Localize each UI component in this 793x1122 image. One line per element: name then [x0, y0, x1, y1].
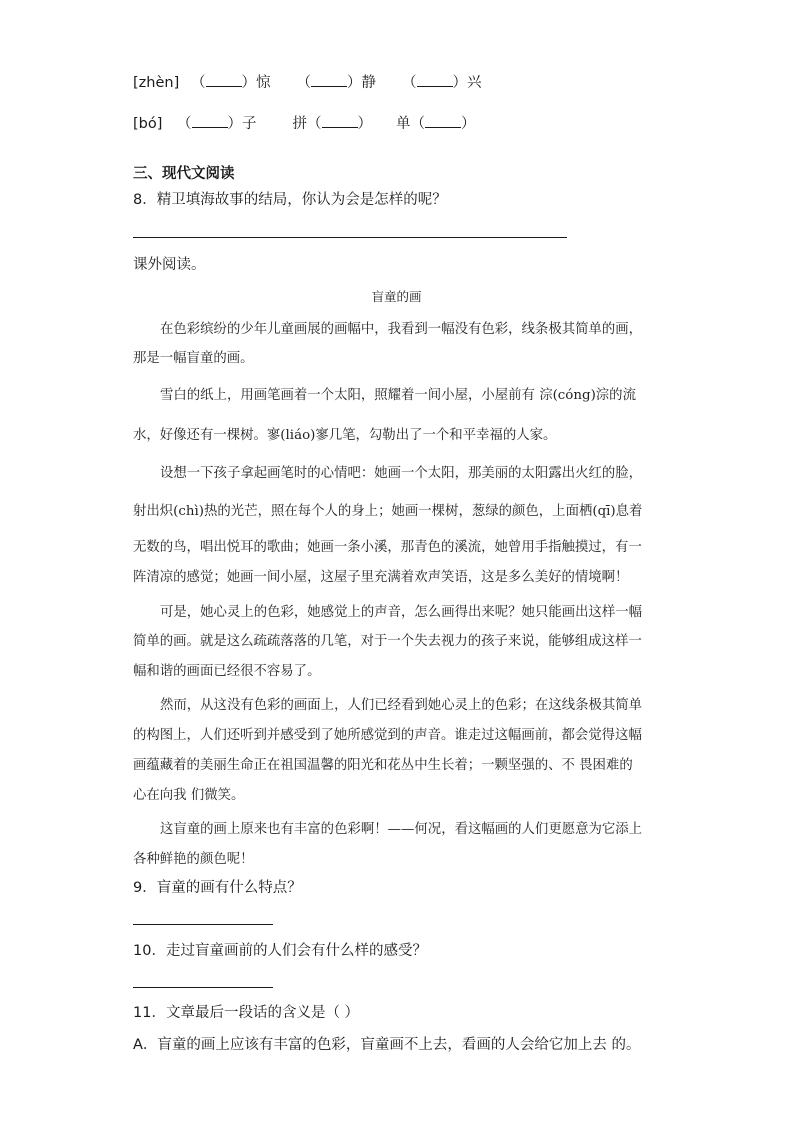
- pinyin-label: [bó]: [133, 116, 163, 132]
- passage-title: 盲童的画: [371, 289, 422, 304]
- passage-line: 各种鲜艳的颜色呢！: [133, 852, 254, 867]
- section-title: 三、现代文阅读: [133, 166, 235, 182]
- answer-line-q10[interactable]: [133, 987, 273, 988]
- answer-line-q8[interactable]: [133, 237, 567, 238]
- question-8: 8．精卫填海故事的结局，你认为会是怎样的呢？: [133, 192, 447, 208]
- question-10: 10．走过盲童画前的人们会有什么样的感受？: [133, 943, 427, 959]
- pinyin-row-zhen: [zhèn] （ ）惊 （ ）静 （ ）兴: [133, 72, 482, 93]
- pinyin-label: [zhèn]: [133, 75, 180, 91]
- passage-line: 的构图上，人们还听到并感受到了她所感觉到的声音。谁走过这幅画前，都会觉得这幅: [133, 728, 642, 743]
- passage-line: 这盲童的画上原来也有丰富的色彩啊！——何况，看这幅画的人们更愿意为它添上: [160, 822, 643, 837]
- passage-line: 在色彩缤纷的少年儿童画展的画幅中，我看到一幅没有色彩，线条极其简单的画，: [160, 322, 643, 337]
- question-11: 11．文章最后一段话的含义是（ ）: [133, 1005, 360, 1021]
- pinyin-row-bo: [bó] （ ）子 拼（ ） 单（ ）: [133, 113, 476, 134]
- passage-line: 那是一幅盲童的画。: [133, 351, 254, 366]
- passage-line: 射出炽(chì)热的光芒，照在每个人的身上；她画一棵树，葱绿的颜色，上面栖(qī)息着: [133, 504, 643, 519]
- passage-line: 阵清凉的感觉；她画一间小屋，这屋子里充满着欢声笑语，这是多么美好的情境啊！: [133, 570, 629, 585]
- passage-line: 无数的鸟，唱出悦耳的歌曲；她画一条小溪，那青色的溪流，她曾用手指触摸过，有一: [133, 540, 642, 555]
- passage-line: 设想一下孩子拿起画笔时的心情吧：她画一个太阳，那美丽的太阳露出火红的脸，: [160, 466, 643, 481]
- passage-line: 然而，从这没有色彩的画面上，人们已经看到她心灵上的色彩；在这线条极其简单: [160, 698, 643, 713]
- extra-reading-label: 课外阅读。: [133, 257, 206, 273]
- passage-line: 简单的画。就是这么疏疏落落的几笔，对于一个失去视力的孩子来说，能够组成这样一: [133, 634, 642, 649]
- answer-blank[interactable]: [192, 113, 228, 128]
- passage-line: 水，好像还有一棵树。寥(liáo)寥几笔，勾勒出了一个和平幸福的人家。: [133, 428, 557, 443]
- question-9: 9．盲童的画有什么特点？: [133, 880, 302, 896]
- passage-line: 雪白的纸上，用画笔画着一个太阳，照耀着一间小屋，小屋前有 淙(cóng)淙的流: [160, 388, 636, 403]
- answer-blank[interactable]: [425, 113, 461, 128]
- passage-line: 可是，她心灵上的色彩，她感觉上的声音，怎么画得出来呢？她只能画出这样一幅: [160, 605, 643, 620]
- passage-line: 幅和谐的画面已经很不容易了。: [133, 664, 321, 679]
- answer-blank[interactable]: [206, 72, 242, 87]
- passage-line: 心在向我 们微笑。: [133, 788, 245, 803]
- answer-blank[interactable]: [311, 72, 347, 87]
- answer-blank[interactable]: [322, 113, 358, 128]
- answer-line-q9[interactable]: [133, 924, 273, 925]
- passage-line: 画蕴藏着的美丽生命正在祖国温馨的阳光和花丛中生长着；一颗坚强的、不 畏困难的: [133, 758, 633, 773]
- answer-blank[interactable]: [417, 72, 453, 87]
- question-11-option-a[interactable]: A．盲童的画上应该有丰富的色彩，盲童画不上去，看画的人会给它加上去 的。: [133, 1037, 641, 1053]
